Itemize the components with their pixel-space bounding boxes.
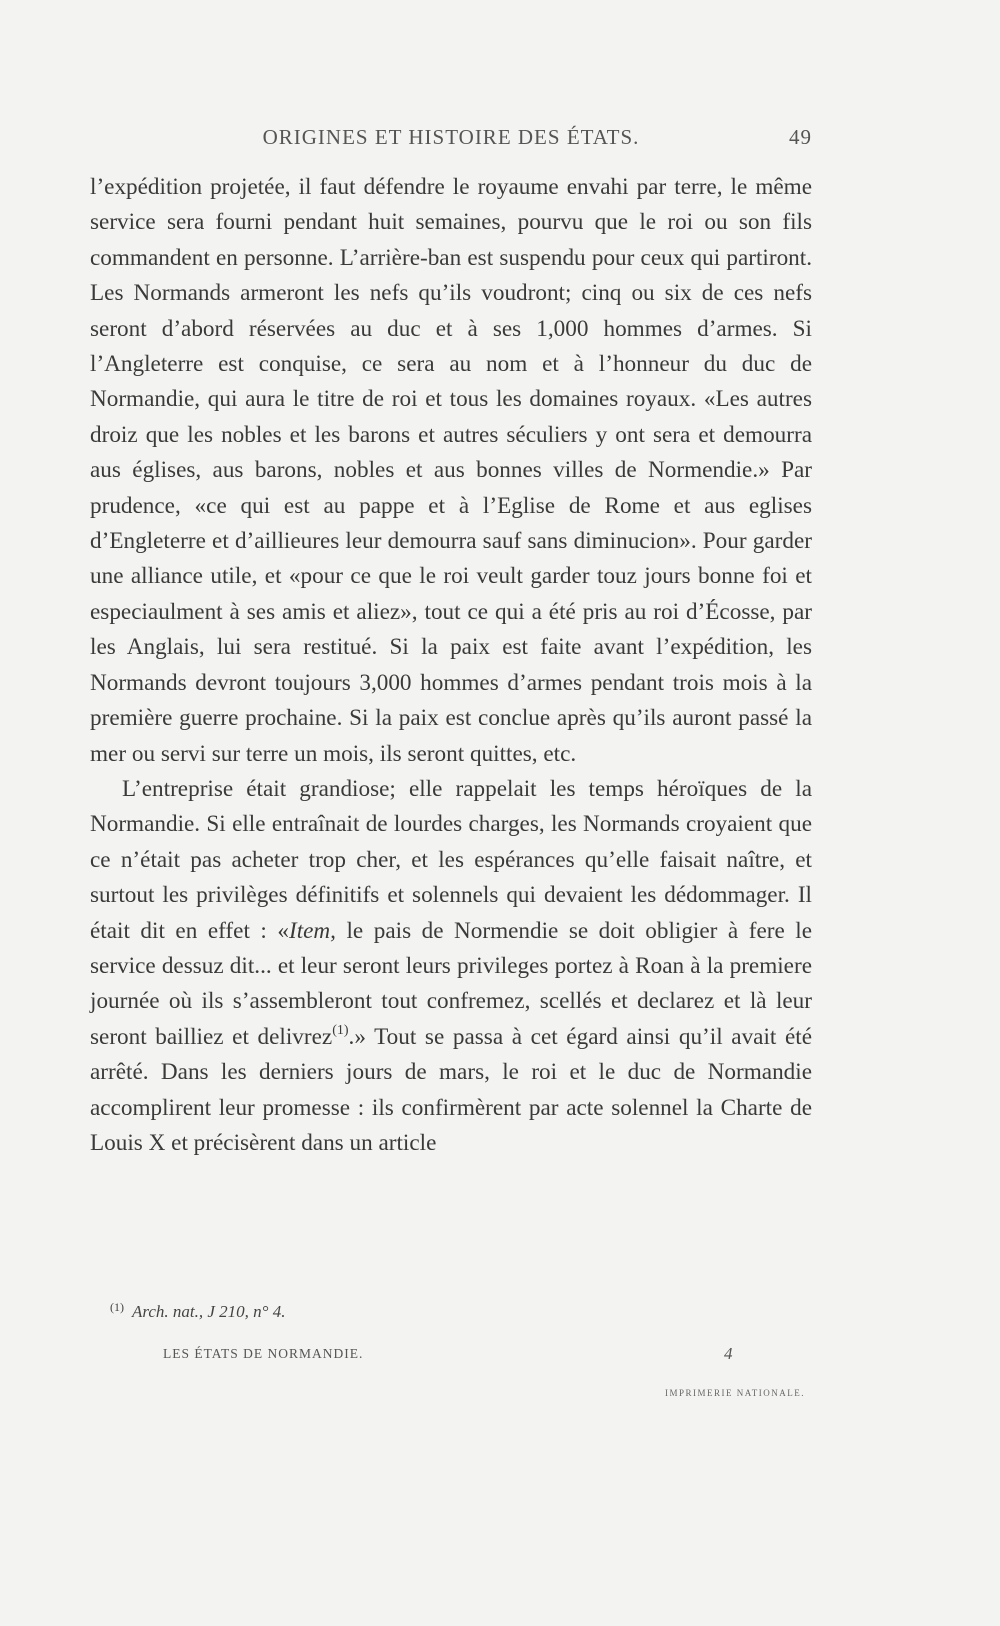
- page-number: 49: [789, 125, 812, 149]
- signature-mark: 4: [724, 1344, 733, 1363]
- signature-line: LES ÉTATS DE NORMANDIE.: [163, 1346, 364, 1361]
- running-title: ORIGINES ET HISTOIRE DES ÉTATS.: [262, 125, 640, 149]
- footnote-reference[interactable]: (1): [332, 1022, 349, 1038]
- printer-imprint: IMPRIMERIE NATIONALE.: [665, 1388, 805, 1398]
- body-text: [90, 170, 812, 1161]
- running-head: [90, 125, 812, 155]
- paragraph-1: [90, 170, 812, 772]
- footnote-text: Arch. nat., J 210, n° 4.: [132, 1302, 286, 1321]
- paragraph-2-italic: Item,: [288, 917, 336, 944]
- paragraph-2-text-a: L’entreprise était grandiose; elle rappelait les temps héroïques de la Normandie. Si elle entraînait de lourdes charges, les Normands croyaient que ce n’était pas acheter trop cher, et les espérances qu’elle faisait naître, et surtout les privilèges définitifs et solennels qui devaient les dédommager. Il était dit en effet : «: [90, 775, 812, 944]
- footnote-marker: (1): [110, 1300, 124, 1314]
- paragraph-2-text-b: le pais de Normendie se doit obligier à fere le service dessuz dit... et leur seront leurs privileges portez à Roan à la premiere journée où ils s’assembleront tout confremez, scellés et declarez et là leur seront bailliez et delivrez: [90, 917, 812, 1050]
- footnote: [110, 1300, 285, 1322]
- paragraph-2-text-c: .» Tout se passa à cet égard ainsi qu’il avait été arrêté. Dans les derniers jours de mars, le roi et le duc de Normandie accomplirent leur promesse : ils confirmèrent par acte solennel la Charte de Louis X et précisèrent dans un article: [90, 1023, 812, 1156]
- paragraph-1-text: l’expédition projetée, il faut défendre le royaume envahi par terre, le même service sera fourni pendant huit semaines, pourvu que le roi ou son fils commandent en personne. L’arrière-ban est suspendu pour ceux qui partiront. Les Normands armeront les nefs qu’ils voudront; cinq ou six de ces nefs seront d’abord réservées au duc et à ses 1,000 hommes d’armes. Si l’Angleterre est conquise, ce sera au nom et à l’honneur du duc de Normandie, qui aura le titre de roi et tous les domaines royaux. «Les autres droiz que les nobles et les barons et autres séculiers y ont sera et demourra aus églises, aus barons, nobles et aus bonnes villes de Normendie.» Par prudence, «ce qui est au pappe et à l’Eglise de Rome et aus eglises d’Engleterre et d’aillieures leur demourra sauf sans diminucion». Pour garder une alliance utile, et «pour ce que le roi veult garder touz jours bonne foi et especiaulment à ses amis et aliez», tout ce qui a été pris au roi d’Écosse, par les Anglais, lui sera restitué. Si la paix est faite avant l’expédition, les Normands devront toujours 3,000 hommes d’armes pendant trois mois à la première guerre prochaine. Si la paix est conclue après qu’ils auront passé la mer ou servi sur terre un mois, ils seront quittes, etc.: [90, 174, 812, 767]
- paragraph-2: [90, 772, 812, 1161]
